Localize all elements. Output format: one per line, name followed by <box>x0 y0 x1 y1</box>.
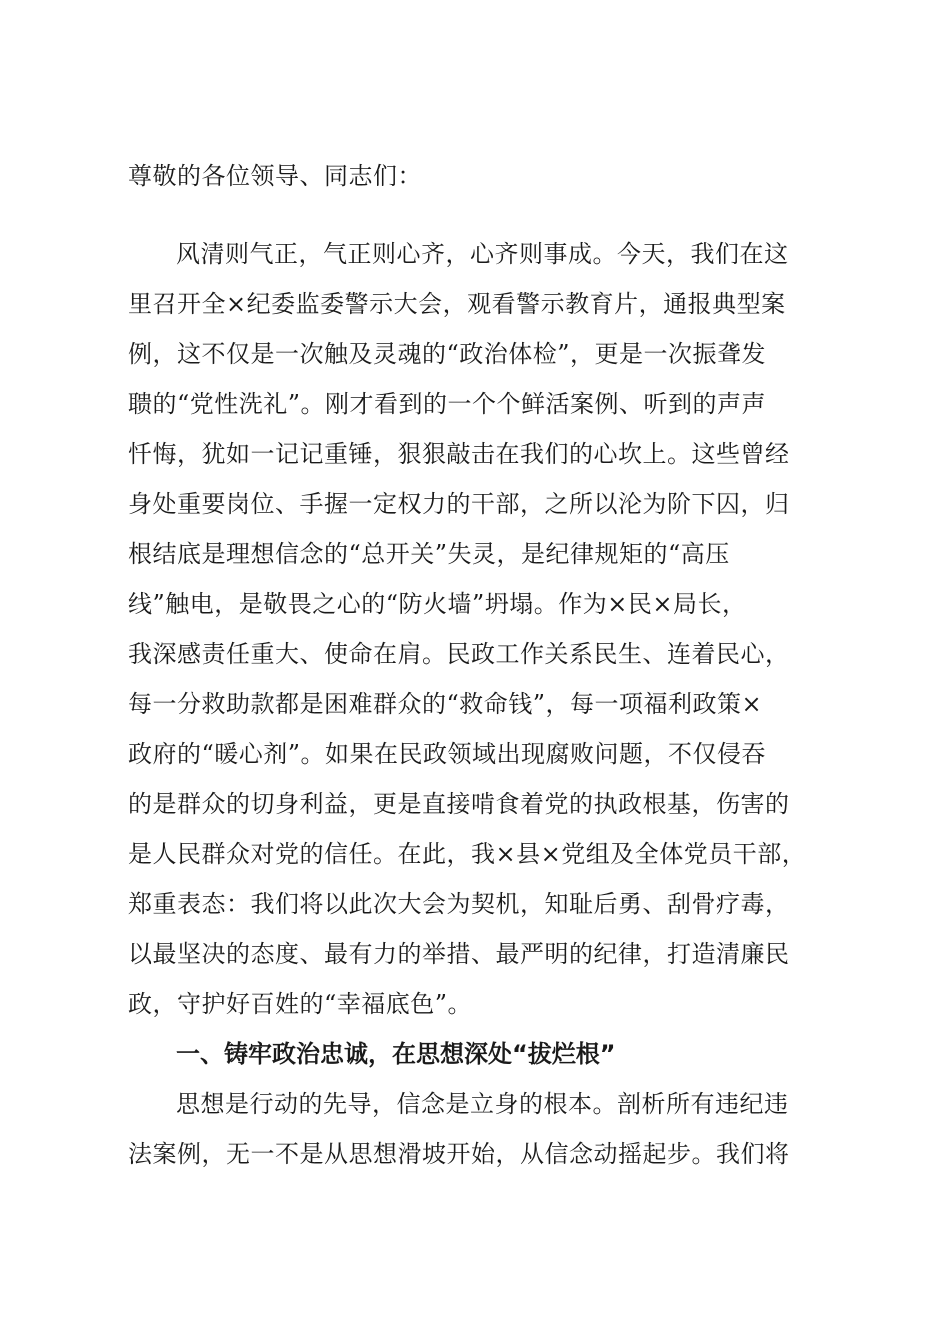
paragraph-line: 郑重表态：我们将以此次大会为契机，知耻后勇、刮骨疗毒， <box>128 890 790 918</box>
paragraph-line: 思想是行动的先导，信念是立身的根本。剖析所有违纪违 <box>176 1090 789 1118</box>
paragraph-line: 政府的“暖心剂”。如果在民政领域出现腐败问题，不仅侵吞 <box>128 740 767 768</box>
paragraph-line: 线”触电，是敬畏之心的“防火墙”坍塌。作为×民×局长， <box>128 590 747 618</box>
paragraph-line: 根结底是理想信念的“总开关”失灵，是纪律规矩的“高压 <box>128 540 730 568</box>
paragraph-line: 政，守护好百姓的“幸福底色”。 <box>128 990 473 1018</box>
paragraph-line: 忏悔，犹如一记记重锤，狠狠敲击在我们的心坎上。这些曾经 <box>128 440 790 468</box>
paragraph-line: 法案例，无一不是从思想滑坡开始，从信念动摇起步。我们将 <box>128 1140 790 1168</box>
paragraph-line: 里召开全×纪委监委警示大会，观看警示教育片，通报典型案 <box>128 290 786 318</box>
paragraph-line: 我深感责任重大、使命在肩。民政工作关系民生、连着民心， <box>128 640 790 668</box>
salutation: 尊敬的各位领导、同志们： <box>128 162 422 190</box>
paragraph-line: 风清则气正，气正则心齐，心齐则事成。今天，我们在这 <box>176 240 789 268</box>
section-heading: 一、铸牢政治忠诚，在思想深处“拔烂根” <box>176 1040 616 1068</box>
paragraph-line: 身处重要岗位、手握一定权力的干部，之所以沦为阶下囚，归 <box>128 490 790 518</box>
paragraph-line: 以最坚决的态度、最有力的举措、最严明的纪律，打造清廉民 <box>128 940 790 968</box>
paragraph-line: 聩的“党性洗礼”。刚才看到的一个个鲜活案例、听到的声声 <box>128 390 767 418</box>
paragraph-line: 每一分救助款都是困难群众的“救命钱”，每一项福利政策× <box>128 690 763 718</box>
paragraph-line: 的是群众的切身利益，更是直接啃食着党的执政根基，伤害的 <box>128 790 790 818</box>
paragraph-line: 例，这不仅是一次触及灵魂的“政治体检”，更是一次振聋发 <box>128 340 767 368</box>
paragraph-line: 是人民群众对党的信任。在此，我×县×党组及全体党员干部， <box>128 840 807 868</box>
